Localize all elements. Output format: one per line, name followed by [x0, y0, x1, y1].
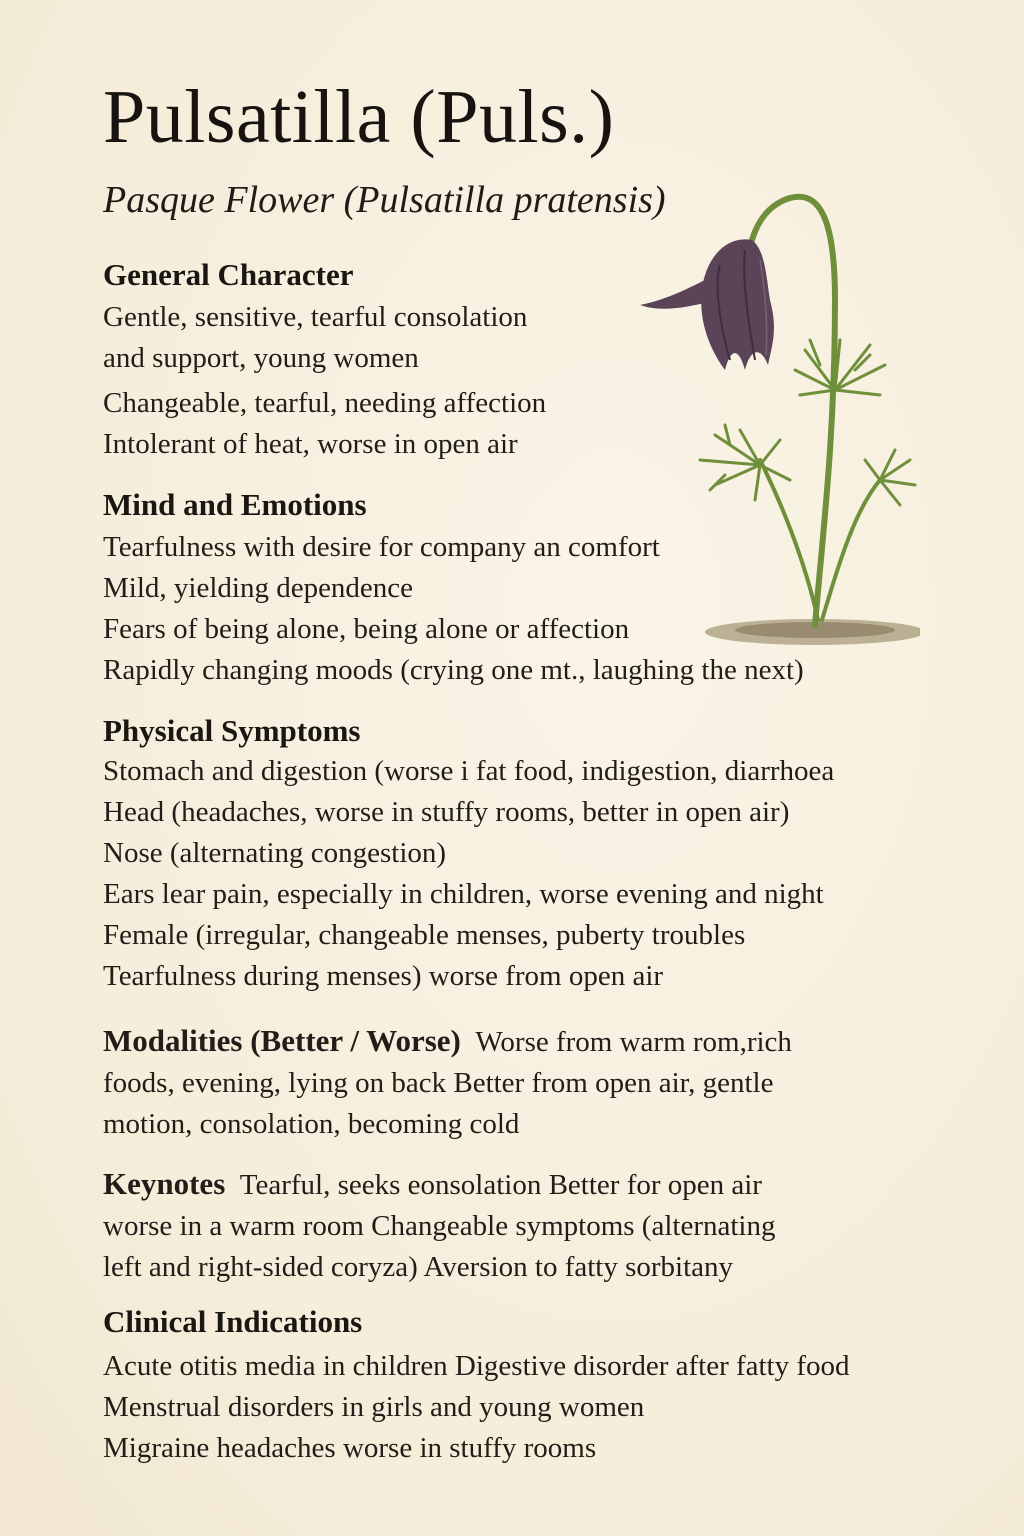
section-line: Rapidly changing moods (crying one mt., laughing the next) [103, 654, 804, 687]
section-line-rest: Tearful, seeks eonsolation Better for open air [239, 1169, 762, 1201]
section-line: Acute otitis media in children Digestive disorder after fatty food [103, 1350, 850, 1383]
section-line-rest: Worse from warm rom,rich [475, 1026, 792, 1058]
section-line: Head (headaches, worse in stuffy rooms, better in open air) [103, 796, 790, 829]
section-line: and support, young women [103, 342, 419, 375]
section-line: Ears lear pain, especially in children, worse evening and night [103, 878, 824, 911]
section-line [103, 1020, 792, 1063]
section-clinical-indications [103, 1303, 850, 1469]
right-leaves [865, 450, 915, 505]
section-line: Mild, yielding dependence [103, 572, 414, 605]
flower-bloom [640, 239, 774, 370]
section-heading: Physical Symptoms [103, 713, 361, 748]
section-heading: Keynotes [103, 1166, 226, 1201]
section-line: foods, evening, lying on back Better from open air, gentle [103, 1067, 774, 1099]
section-modalities [103, 1020, 792, 1145]
section-line: Changeable, tearful, needing affection [103, 387, 547, 420]
section-line: Gentle, sensitive, tearful consolation [103, 301, 528, 334]
section-heading: Mind and Emotions [103, 487, 367, 522]
page-title: Pulsatilla (Puls.) [103, 75, 615, 159]
section-heading: Modalities (Better / Worse) [103, 1023, 461, 1058]
section-line: Tearfulness with desire for company an comfort [103, 531, 660, 564]
section-mind-emotions [103, 486, 804, 691]
section-line: Menstrual disorders in girls and young women [103, 1391, 645, 1424]
upper-leaves [795, 340, 885, 395]
page-subtitle: Pasque Flower (Pulsatilla pratensis) [103, 179, 666, 221]
section-general-character [103, 256, 546, 465]
section-keynotes [103, 1163, 775, 1288]
section-line: Female (irregular, changeable menses, puberty troubles [103, 919, 746, 952]
section-line: Fears of being alone, being alone or affection [103, 613, 630, 646]
section-line: worse in a warm room Changeable symptoms (alternating [103, 1210, 776, 1242]
section-heading: Clinical Indications [103, 1304, 363, 1339]
section-line: Intolerant of heat, worse in open air [103, 428, 518, 461]
section-line: left and right-sided coryza) Aversion to fatty sorbitany [103, 1251, 734, 1283]
section-line [103, 1163, 775, 1206]
section-line: Tearfulness during menses) worse from open air [103, 960, 664, 993]
section-line: Nose (alternating congestion) [103, 837, 447, 870]
section-line: motion, consolation, becoming cold [103, 1108, 520, 1140]
section-physical-symptoms [103, 712, 834, 997]
section-line: Migraine headaches worse in stuffy rooms [103, 1432, 597, 1465]
section-heading: General Character [103, 257, 354, 292]
section-line: Stomach and digestion (worse i fat food, indigestion, diarrhoea [103, 755, 835, 788]
